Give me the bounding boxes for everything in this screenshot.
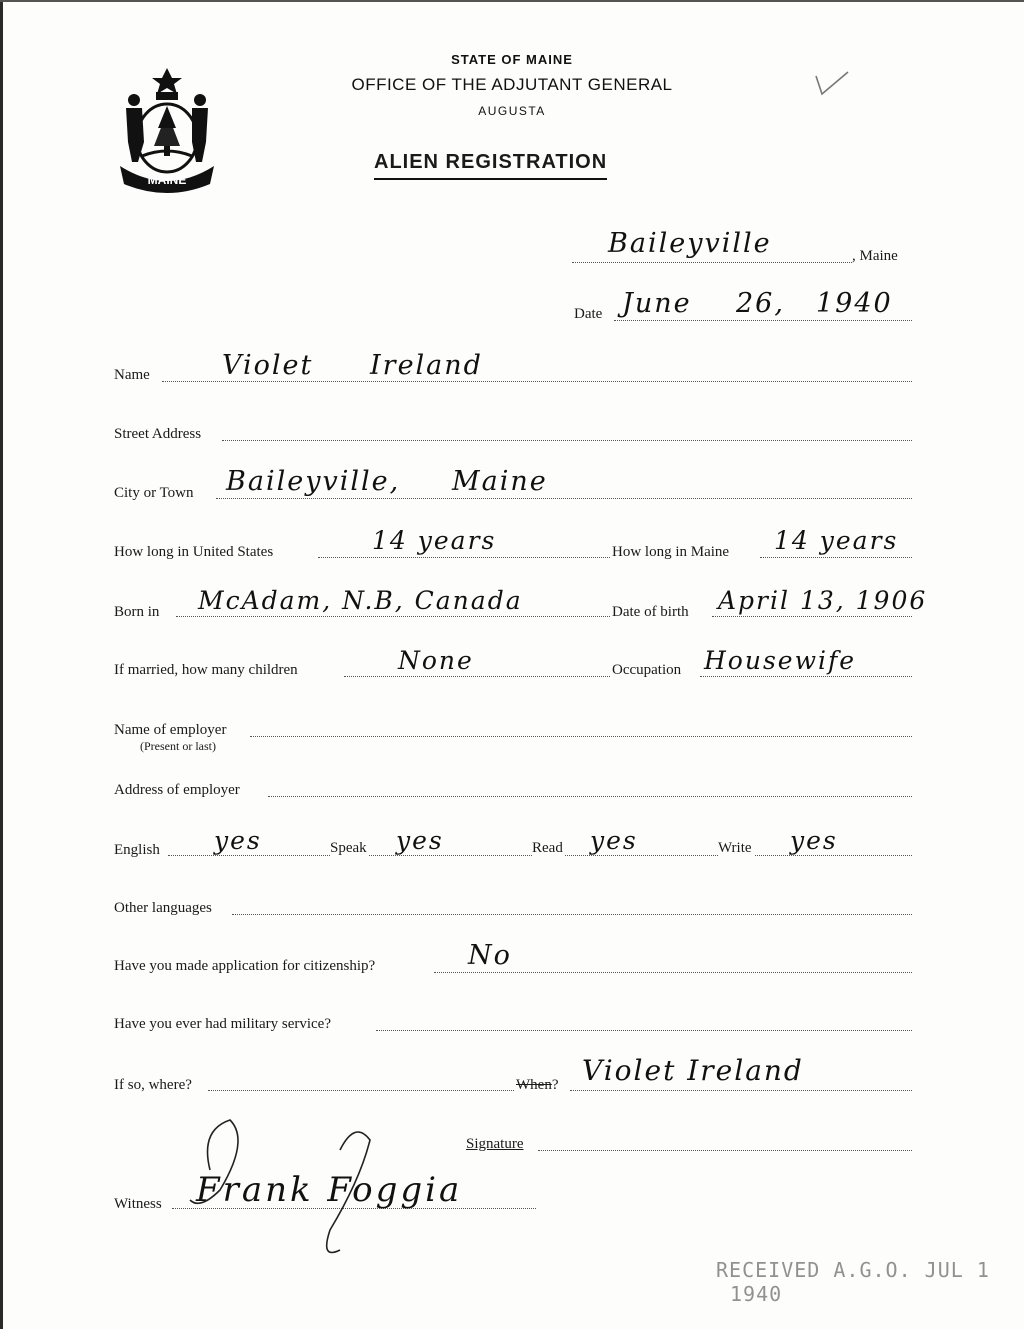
street-label: Street Address [114,426,202,442]
received-stamp-year: 1940 [730,1282,783,1306]
header-state: STATE OF MAINE [451,52,573,67]
when-label [516,1077,561,1094]
speak-label: Speak [330,840,367,856]
witness-label: Witness [114,1196,162,1212]
date-line [614,320,912,321]
born-line [176,616,610,617]
military-line [376,1030,912,1031]
dob-line [712,616,912,617]
town-value: Baileyville [608,228,772,259]
signature-line [538,1150,912,1151]
english-value: yes [214,826,262,855]
header-city: AUGUSTA [478,104,546,118]
employer-address-line [268,796,912,797]
us-value: 14 years [372,526,497,555]
date-month: June [622,288,692,319]
occupation-label: Occupation [612,662,682,678]
received-stamp [716,1258,1024,1306]
citizenship-value: No [468,940,512,971]
form-title: ALIEN REGISTRATION [374,151,607,180]
signature-value: Violet Ireland [582,1054,804,1087]
name-first: Violet [222,350,314,381]
children-value: None [398,646,474,675]
read-value: yes [590,826,638,855]
where-label [114,1077,194,1094]
city-value-state: Maine [452,466,548,497]
header-office: OFFICE OF THE ADJUTANT GENERAL [351,75,673,94]
maine-value: 14 years [774,526,899,555]
other-languages-label: Other languages [114,900,212,916]
employer-address-label: Address of employer [114,782,240,798]
citizenship-line [434,972,912,973]
check-mark-icon [812,70,852,98]
seal-label: MAINE [147,173,187,187]
employer-label: Name of employer [114,722,227,738]
name-label: Name [114,367,150,383]
witness-value: Frank Foggia [196,1170,463,1210]
date-label: Date [574,306,603,322]
occupation-value: Housewife [704,646,857,675]
us-label: How long in United States [114,544,274,560]
name-last: Ireland [370,350,483,381]
scan-edge-top [0,0,1024,2]
children-label: If married, how many children [114,662,298,678]
town-line [572,262,852,263]
city-label: City or Town [114,485,194,501]
date-year: 1940 [816,288,893,319]
when-label-suffix: ? [551,1077,559,1093]
maine-label: How long in Maine [612,544,730,560]
city-line [216,498,912,499]
where-line [208,1090,514,1091]
read-label: Read [532,840,563,856]
citizenship-label: Have you made application for citizenship? [114,958,376,974]
english-label: English [114,842,160,858]
employer-line [250,736,912,737]
received-stamp-text: RECEIVED A.G.O. JUL 1 [716,1258,990,1282]
children-line [344,676,610,677]
occupation-line [700,676,912,677]
other-languages-line [232,914,912,915]
date-day: 26, [736,288,785,319]
speak-value: yes [396,826,444,855]
write-value: yes [790,826,838,855]
maine-line [760,557,912,558]
name-line [162,381,912,382]
military-label: Have you ever had military service? [114,1016,331,1032]
write-label: Write [718,840,752,856]
born-value: McAdam, N.B, Canada [198,586,523,615]
where-label-text: If so, where? [114,1077,192,1093]
city-value-town: Baileyville, [226,466,401,497]
state-label: , Maine [852,248,898,264]
dob-value: April 13, 1906 [718,586,928,615]
when-line [570,1090,912,1091]
dob-label: Date of birth [612,604,689,620]
signature-label: Signature [466,1136,524,1152]
us-line [318,557,610,558]
born-label: Born in [114,604,160,620]
street-line [222,440,912,441]
scan-edge-left [0,0,3,1329]
employer-sublabel: (Present or last) [140,739,216,753]
witness-signature-flourish [180,1110,440,1270]
state-of-maine-seal-icon [112,66,222,194]
when-label-text: When [516,1077,552,1093]
